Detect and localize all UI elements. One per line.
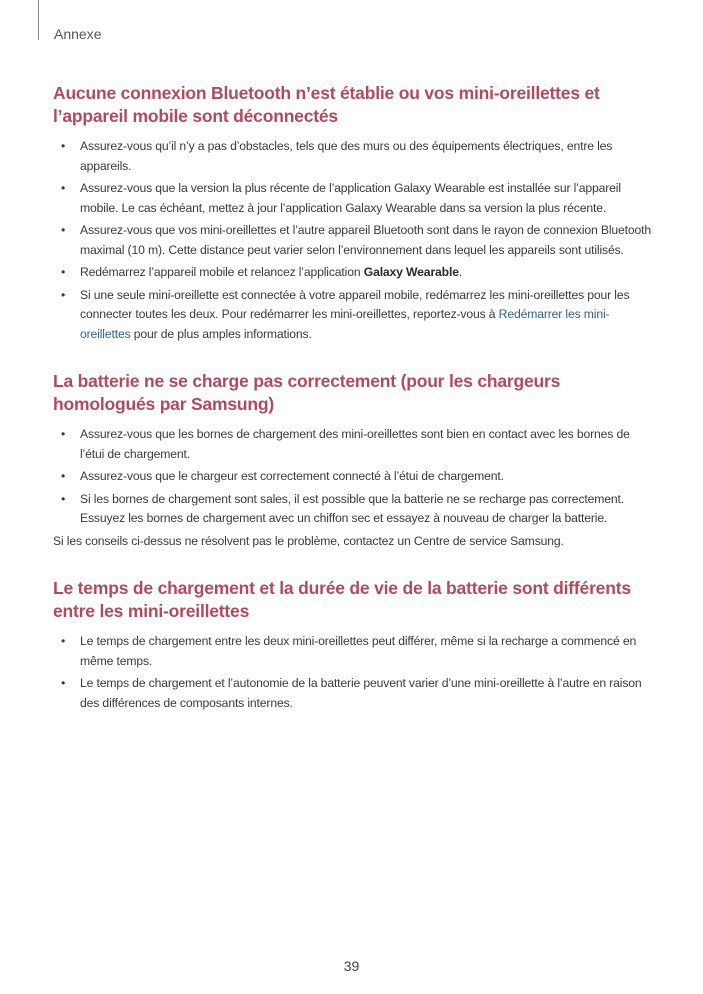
bullet-icon: • xyxy=(61,181,66,195)
section-bluetooth xyxy=(53,82,653,344)
bullet-list xyxy=(53,425,653,529)
list-item: • Assurez-vous que la version la plus récente de l’application Galaxy Wearable est installée sur l’appareil mobile. Le cas échéant, mettez à jour l’application Galaxy Wearable dans sa version la plus récente. xyxy=(61,181,621,215)
page-content xyxy=(53,82,653,739)
bullet-icon: • xyxy=(61,491,66,506)
section-battery-charging xyxy=(53,370,653,551)
section-title: Le temps de chargement et la durée de vie de la batterie sont différents entre les mini-oreillettes xyxy=(53,578,631,621)
list-item: • Redémarrez l’appareil mobile et relancez l’application Galaxy Wearable. xyxy=(53,263,653,283)
list-item: • Assurez-vous que les bornes de chargement des mini-oreillettes sont bien en contact avec les bornes de l’étui de chargement. xyxy=(61,427,630,461)
bullet-icon: • xyxy=(61,223,66,237)
margin-rule xyxy=(38,0,39,40)
bullet-icon: • xyxy=(61,287,66,302)
section-title: Aucune connexion Bluetooth n’est établie ou vos mini-oreillettes et l’appareil mobile sont déconnectés xyxy=(53,83,600,126)
bullet-icon: • xyxy=(61,676,66,690)
running-header: Annexe xyxy=(54,26,102,42)
list-item: • Le temps de chargement entre les deux mini-oreillettes peut différer, même si la recharge a commencé en même temps. xyxy=(61,634,637,668)
bullet-icon: • xyxy=(61,139,66,153)
list-item: • Assurez-vous que vos mini-oreillettes et l’autre appareil Bluetooth sont dans le rayon de connexion Bluetooth maximal (10 m). Cette distance peut varier selon l’environnement dans lequel les appareils sont utilisés. xyxy=(61,223,652,257)
list-item: • Si une seule mini-oreillette est connectée à votre appareil mobile, redémarrez les mini-oreillettes pour les connecter toutes les deux. Pour redémarrer les mini-oreillettes, reportez-vous à Redémarrer les mini-oreillettes pour de plus amples informations. xyxy=(61,287,630,341)
list-item: • Si les bornes de chargement sont sales, il est possible que la batterie ne se recharge pas correctement. Essuyez les bornes de chargement avec un chiffon sec et essayez à nouveau de charger la batterie. xyxy=(61,491,624,525)
bullet-list xyxy=(53,632,653,713)
list-item: • Le temps de chargement et l’autonomie de la batterie peuvent varier d’une mini-oreillette à l’autre en raison des différences de composants internes. xyxy=(61,676,642,710)
bullet-list xyxy=(53,137,653,344)
bullet-icon: • xyxy=(61,469,66,483)
bullet-icon: • xyxy=(61,427,66,441)
restart-earbuds-link[interactable]: Redémarrer les mini-oreillettes xyxy=(80,307,610,341)
bullet-icon: • xyxy=(61,265,66,279)
page-number: 39 xyxy=(343,958,360,974)
bullet-icon: • xyxy=(61,634,66,648)
app-name: Galaxy Wearable xyxy=(363,265,459,279)
section-note: Si les conseils ci-dessus ne résolvent pas le problème, contactez un Centre de service Samsung. xyxy=(53,533,564,548)
section-title: La batterie ne se charge pas correctement (pour les chargeurs homologués par Samsung) xyxy=(53,371,561,414)
section-charging-time xyxy=(53,577,653,713)
list-item: • Assurez-vous qu’il n’y a pas d’obstacles, tels que des murs ou des équipements électriques, entre les appareils. xyxy=(61,139,613,173)
list-item: • Assurez-vous que le chargeur est correctement connecté à l’étui de chargement. xyxy=(53,467,653,487)
